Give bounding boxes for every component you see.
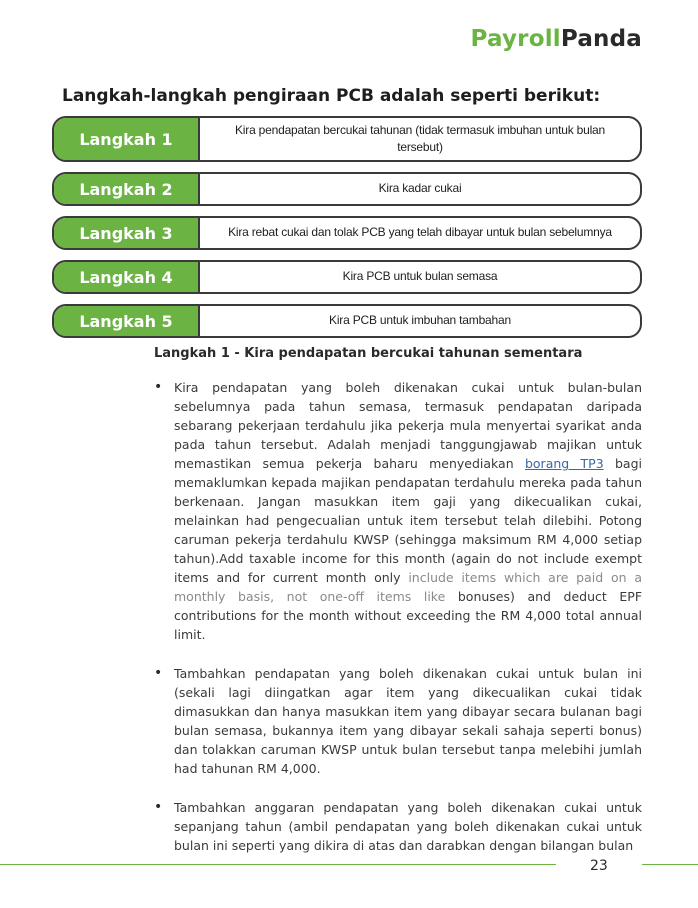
bullet-text: Tambahkan anggaran pendapatan yang boleh dikenakan cukai untuk sepanjang tahun (ambil pendapatan yang boleh dikenakan cukai untuk bulan ini seperti yang dikira di atas dan darabkan dengan bilangan bulan: [174, 800, 642, 853]
bullet-text-faint: include items which are paid on a monthly basis, not one-off items like: [174, 570, 642, 604]
bullet-text: Kira pendapatan yang boleh dikenakan cukai untuk bulan-bulan sebelumnya pada tahun semasa, termasuk pendapatan daripada sebarang pekerjaan terdahulu jika pekerja mula menyertai syarikat anda pada tahun tersebut. Adalah menjadi tanggungjawab majikan untuk memastikan semua pekerja baharu menyediakan: [174, 380, 642, 471]
step-description: Kira rebat cukai dan tolak PCB yang telah dibayar untuk bulan sebelumnya: [228, 225, 612, 240]
brand-logo: [471, 26, 642, 52]
step-3: [52, 216, 642, 250]
step-label: Langkah 3: [54, 218, 200, 248]
bullet-text: bonuses) and deduct EPF contributions for the month without exceeding the RM 4,000 total annual limit.: [174, 589, 643, 642]
bullet-icon: •: [154, 799, 163, 815]
step-5: [52, 304, 642, 338]
page-heading: Langkah-langkah pengiraan PCB adalah seperti berikut:: [62, 86, 601, 106]
page-number: 23: [590, 858, 608, 874]
bullet-icon: •: [154, 379, 163, 395]
list-item: [152, 664, 642, 778]
bullet-icon: •: [154, 665, 163, 681]
brand-part-2: Panda: [560, 26, 642, 52]
step-label: Langkah 4: [54, 262, 200, 292]
tp3-form-link[interactable]: borang TP3: [524, 456, 604, 471]
bullet-text: Tambahkan pendapatan yang boleh dikenakan cukai untuk bulan ini (sekali lagi diingatkan agar item yang dikecualikan cukai tidak dimasukkan dan hanya masukkan item yang dibayar secara bulanan bagi bulan semasa, bukannya item yang dibayar sekali sahaja seperti bonus) dan tolakkan caruman KWSP untuk bulan tersebut tanpa melebihi jumlah had tahunan RM 4,000.: [174, 666, 642, 776]
section-subheading: Langkah 1 - Kira pendapatan bercukai tahunan sementara: [154, 346, 583, 361]
list-item: [152, 378, 642, 644]
step-label: Langkah 1: [54, 118, 200, 160]
bullet-list: [152, 378, 642, 875]
step-4: [52, 260, 642, 294]
brand-part-1: Payroll: [470, 26, 561, 52]
bullet-text: bagi memaklumkan kepada majikan pendapatan terdahulu mereka pada tahun berkenaan. Jangan masukkan item gaji yang dikecualikan cukai, melainkan had pengecualian untuk item tersebut telah dilebihi. Potong caruman pekerja terdahulu KWSP (sehingga maksimum RM 4,000 setiap tahun).Add taxable income for this month (again do not include exempt items and for current month only: [174, 456, 643, 585]
step-1: [52, 116, 642, 162]
step-description: Kira kadar cukai: [378, 181, 462, 196]
footer-rule-right: [642, 864, 698, 865]
step-description: Kira PCB untuk bulan semasa: [342, 269, 498, 284]
step-label: Langkah 5: [54, 306, 200, 336]
footer-rule-left: [0, 864, 556, 865]
step-description: Kira PCB untuk imbuhan tambahan: [329, 313, 511, 328]
step-2: [52, 172, 642, 206]
step-description: Kira pendapatan bercukai tahunan (tidak termasuk imbuhan untuk bulan tersebut): [235, 122, 605, 154]
list-item: [152, 798, 642, 855]
step-label: Langkah 2: [54, 174, 200, 204]
